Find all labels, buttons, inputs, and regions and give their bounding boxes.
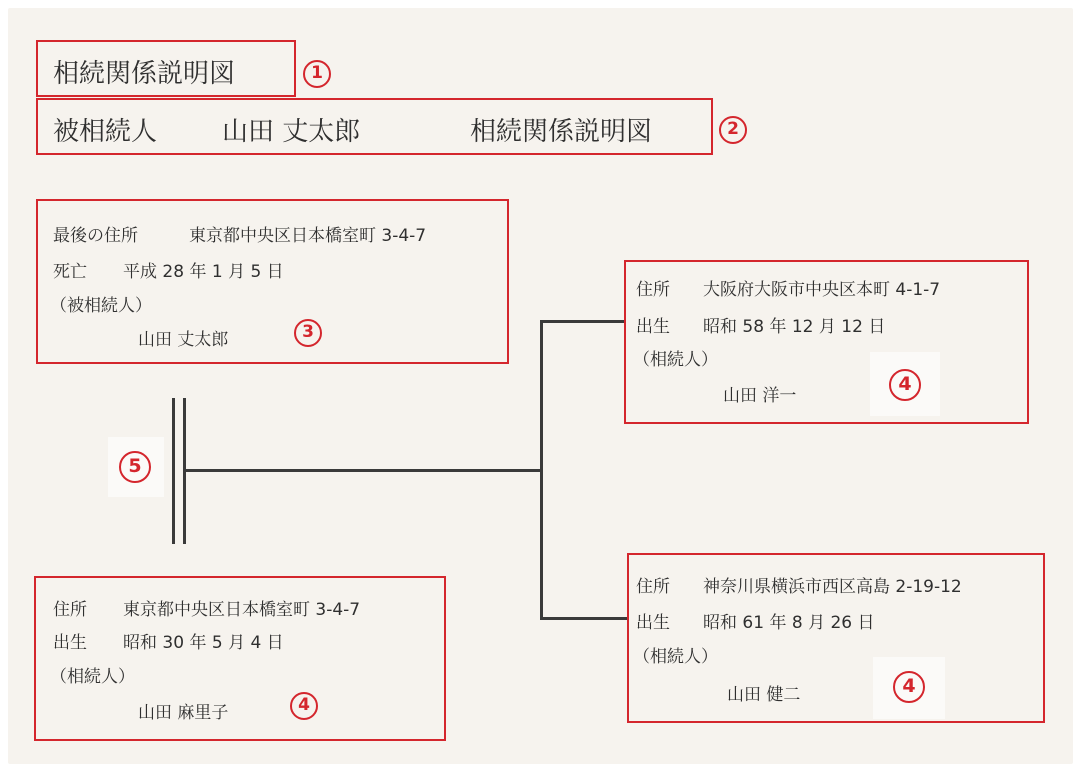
decedent-address-label: 最後の住所 — [53, 226, 138, 246]
subtitle-name: 山田 丈太郎 — [222, 117, 361, 147]
marker-4-spouse: 4 — [290, 692, 318, 720]
marriage-line-left — [172, 398, 175, 544]
connector-vertical-children — [540, 320, 543, 620]
connector-to-child2 — [540, 617, 627, 620]
decedent-address: 東京都中央区日本橋室町 3-4-7 — [189, 226, 427, 246]
decedent-role: （被相続人） — [50, 296, 152, 316]
marker-5: 5 — [119, 451, 151, 483]
child1-role: （相続人） — [633, 350, 718, 370]
child1-address: 大阪府大阪市中央区本町 4-1-7 — [703, 280, 941, 300]
marker-1: 1 — [303, 60, 331, 88]
spouse-role: （相続人） — [50, 667, 135, 687]
connector-to-child1 — [540, 320, 624, 323]
child2-birth-date: 昭和 61 年 8 月 26 日 — [703, 613, 875, 633]
spouse-name: 山田 麻里子 — [138, 703, 229, 723]
connector-horizontal-main — [186, 469, 543, 472]
decedent-name: 山田 丈太郎 — [138, 330, 229, 350]
child2-address: 神奈川県横浜市西区高島 2-19-12 — [703, 577, 962, 597]
spouse-birth-date: 昭和 30 年 5 月 4 日 — [123, 633, 284, 653]
child1-birth-label: 出生 — [636, 317, 670, 337]
child1-address-label: 住所 — [636, 280, 670, 300]
marker-4-child1: 4 — [889, 369, 921, 401]
child2-name: 山田 健二 — [727, 685, 801, 705]
subtitle-prefix: 被相続人 — [53, 117, 158, 147]
child1-birth-date: 昭和 58 年 12 月 12 日 — [703, 317, 886, 337]
page-title: 相続関係説明図 — [53, 59, 236, 89]
decedent-death-label: 死亡 — [53, 262, 87, 282]
child2-role: （相続人） — [633, 647, 718, 667]
marker-4-child2: 4 — [893, 671, 925, 703]
child2-address-label: 住所 — [636, 577, 670, 597]
marker-3: 3 — [294, 319, 322, 347]
child1-name: 山田 洋一 — [723, 386, 797, 406]
spouse-address: 東京都中央区日本橋室町 3-4-7 — [123, 600, 361, 620]
spouse-address-label: 住所 — [53, 600, 87, 620]
subtitle-suffix: 相続関係説明図 — [470, 117, 653, 147]
decedent-death-date: 平成 28 年 1 月 5 日 — [123, 262, 284, 282]
marker-2: 2 — [719, 116, 747, 144]
child2-birth-label: 出生 — [636, 613, 670, 633]
spouse-birth-label: 出生 — [53, 633, 87, 653]
